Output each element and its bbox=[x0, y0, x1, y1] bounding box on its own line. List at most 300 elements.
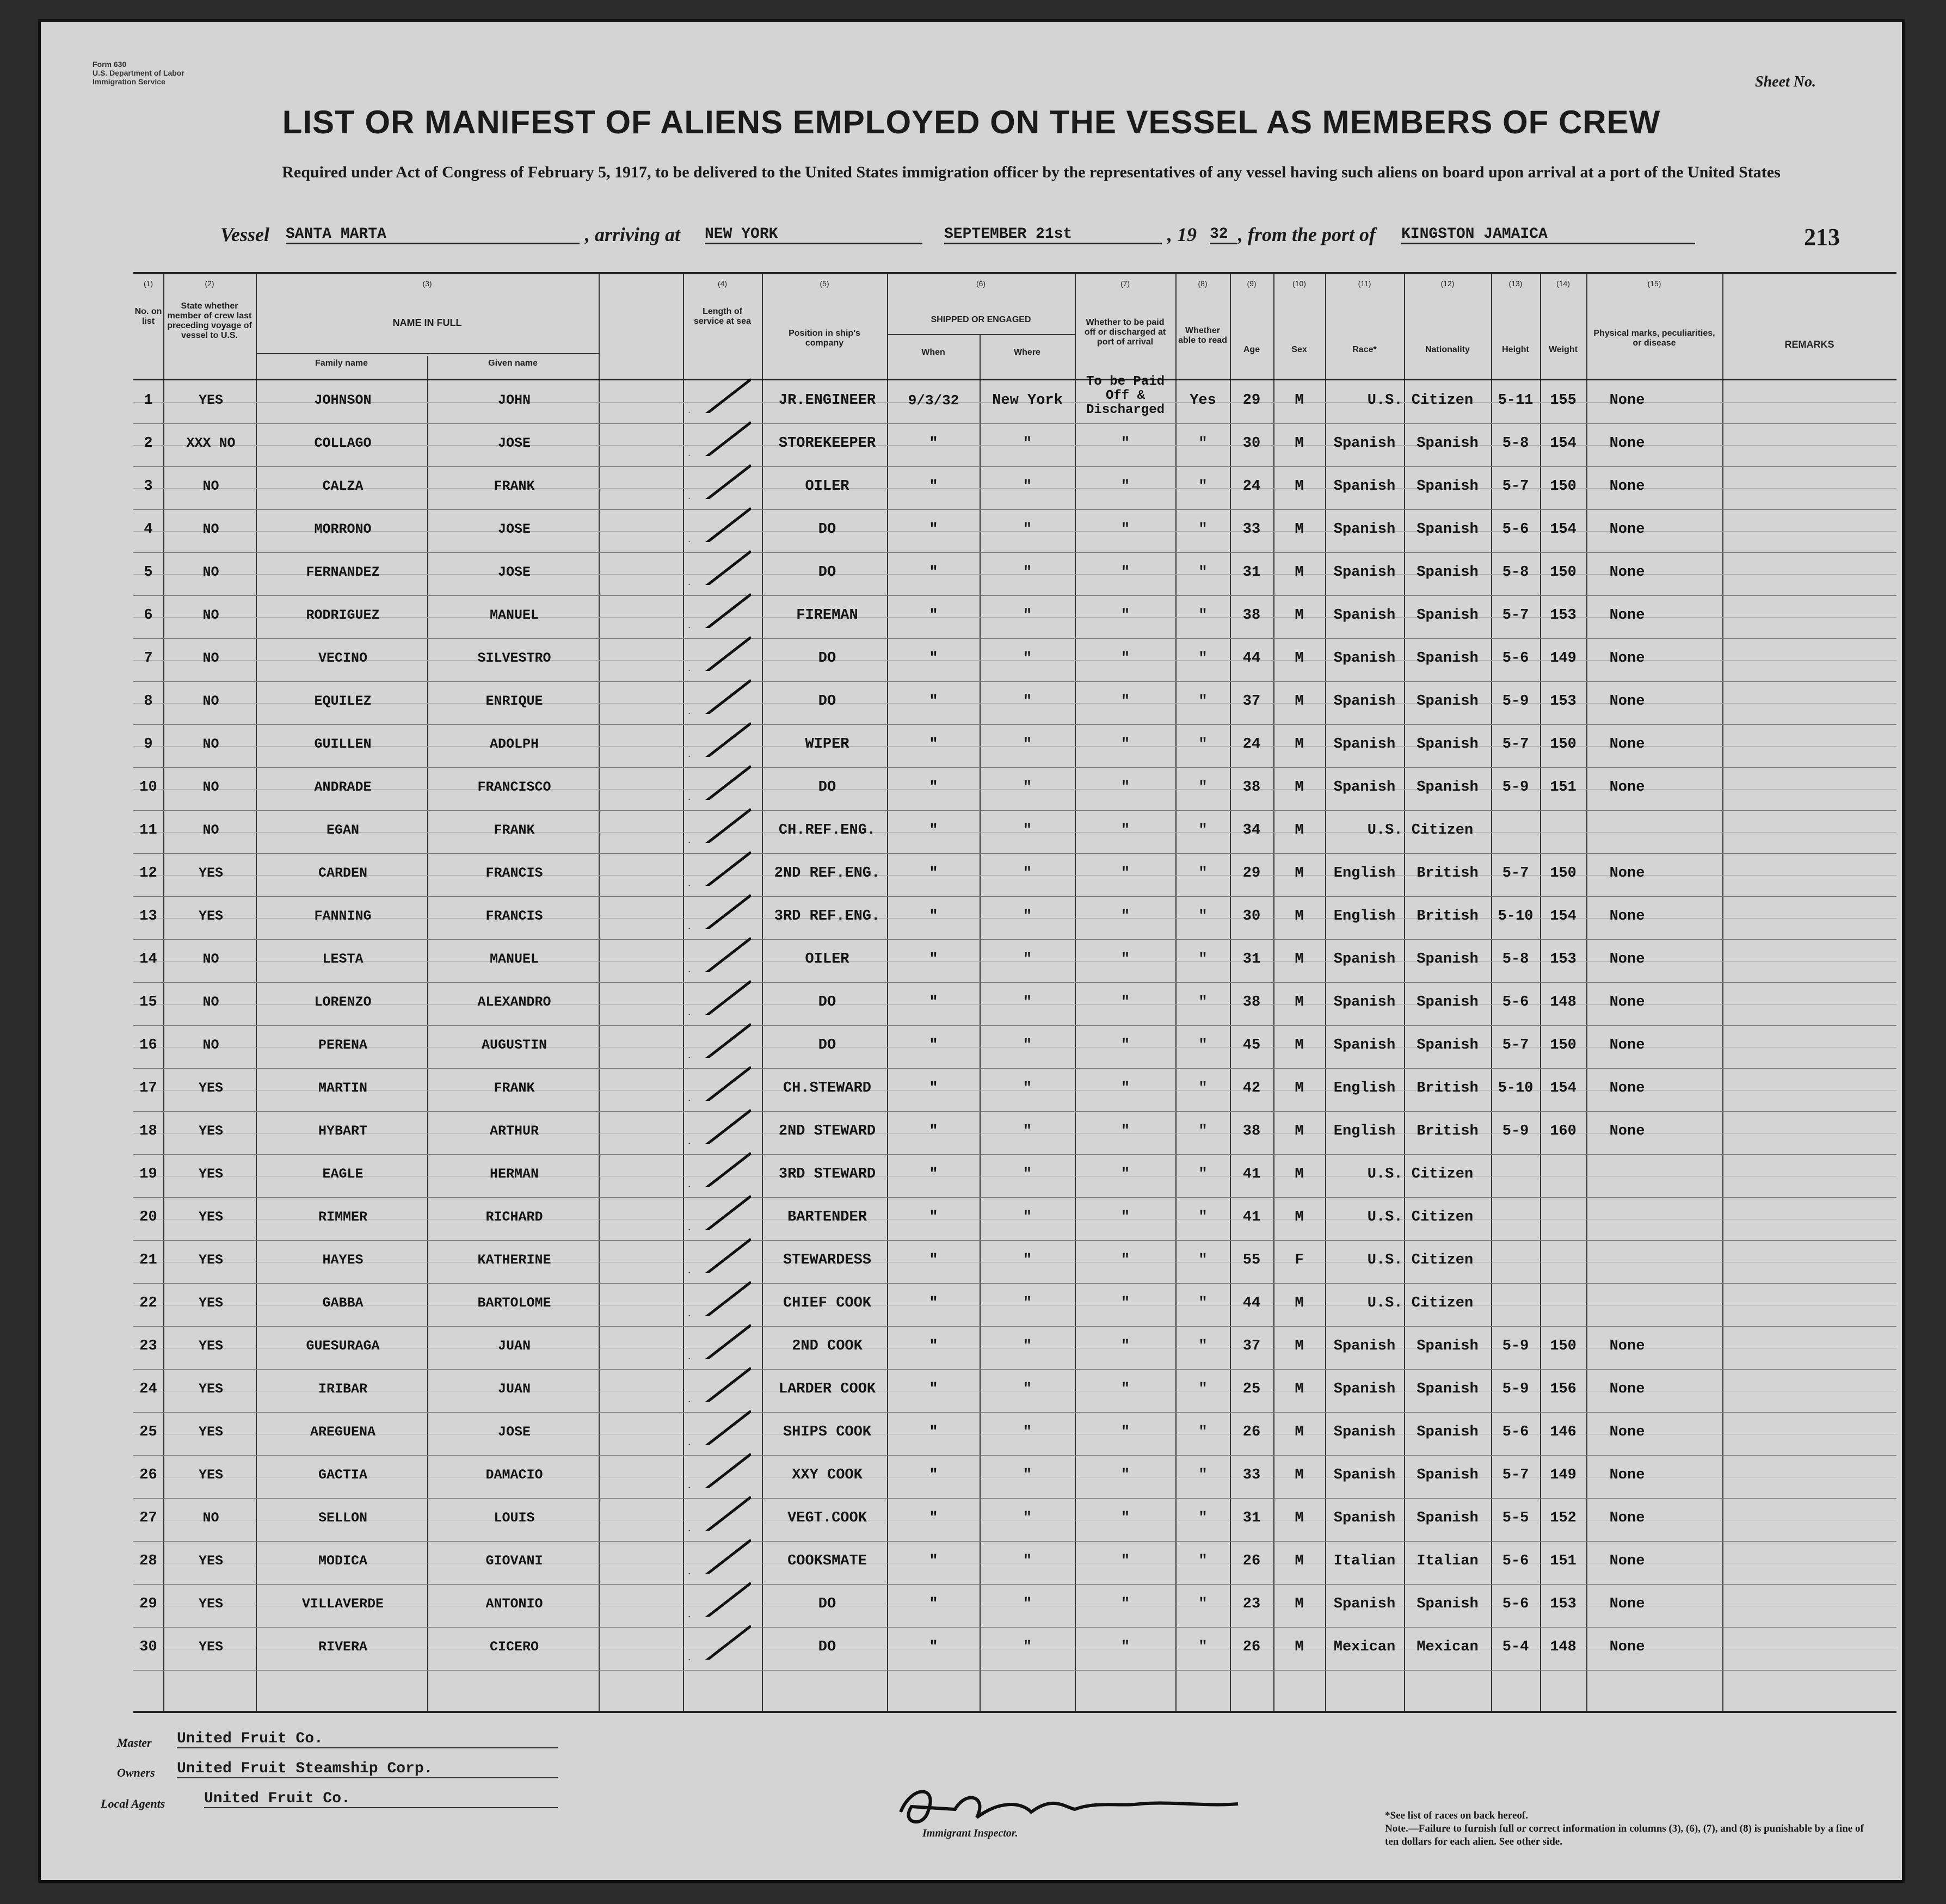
cell-no: 14 bbox=[139, 951, 157, 968]
cell-paid: " bbox=[1120, 822, 1130, 839]
cell-sex: M bbox=[1295, 1037, 1304, 1053]
service-check-mark bbox=[686, 762, 751, 800]
cell-when: " bbox=[929, 779, 938, 796]
cell-height: 5-8 bbox=[1502, 435, 1529, 452]
cell-no: 18 bbox=[139, 1123, 157, 1139]
cell-read: " bbox=[1198, 1338, 1208, 1354]
cell-height: 5-8 bbox=[1502, 951, 1529, 968]
cell-race: Spanish bbox=[1333, 1510, 1396, 1526]
cell-read: " bbox=[1198, 865, 1208, 882]
cell-read: " bbox=[1198, 693, 1208, 710]
cell-paid: " bbox=[1120, 435, 1130, 452]
year-prefix: , 19 bbox=[1167, 224, 1197, 245]
cell-family: MORRONO bbox=[314, 521, 372, 537]
cell-given: KATHERINE bbox=[477, 1252, 551, 1268]
cell-position: BARTENDER bbox=[787, 1209, 867, 1225]
col-header-read: Whether able to read bbox=[1178, 326, 1227, 345]
cell-when: " bbox=[929, 1381, 938, 1397]
cell-marks: None bbox=[1609, 865, 1645, 882]
cell-weight: 149 bbox=[1550, 1467, 1576, 1483]
cell-given: FRANK bbox=[494, 478, 535, 494]
cell-family: IRIBAR bbox=[318, 1381, 367, 1397]
cell-nationality: Spanish bbox=[1417, 564, 1479, 581]
cell-weight: 148 bbox=[1550, 994, 1576, 1010]
row-rule bbox=[133, 1627, 1896, 1628]
cell-weight: 154 bbox=[1550, 435, 1576, 452]
row-rule bbox=[133, 982, 1896, 983]
cell-prev: NO bbox=[202, 693, 219, 709]
cell-marks: None bbox=[1609, 564, 1645, 581]
cell-sex: M bbox=[1295, 1209, 1304, 1225]
row-rule bbox=[133, 853, 1896, 854]
cell-race: Spanish bbox=[1333, 1424, 1396, 1440]
cell-given: ALEXANDRO bbox=[477, 994, 551, 1010]
cell-read: " bbox=[1198, 1252, 1208, 1268]
cell-where: " bbox=[1023, 1338, 1032, 1354]
manifest-number: 213 bbox=[1804, 224, 1840, 250]
cell-when: " bbox=[929, 1166, 938, 1182]
cell-no: 5 bbox=[144, 564, 153, 581]
cell-marks: None bbox=[1609, 1037, 1645, 1053]
cell-read: " bbox=[1198, 1596, 1208, 1612]
cell-given: GIOVANI bbox=[485, 1553, 543, 1569]
header-rule bbox=[887, 334, 1075, 335]
local-agents-value: United Fruit Co. bbox=[204, 1790, 558, 1808]
service-check-mark bbox=[686, 1536, 751, 1574]
cell-age: 38 bbox=[1242, 607, 1261, 624]
cell-weight: 150 bbox=[1550, 1037, 1576, 1053]
cell-sex: F bbox=[1295, 1252, 1304, 1268]
service-check-mark bbox=[686, 1106, 751, 1144]
cell-prev: NO bbox=[202, 607, 219, 623]
cell-nationality: British bbox=[1417, 908, 1479, 925]
service-check-mark bbox=[686, 934, 751, 972]
cell-prev: YES bbox=[198, 1209, 223, 1225]
cell-weight: 160 bbox=[1550, 1123, 1576, 1139]
cell-given: HERMAN bbox=[489, 1166, 539, 1182]
cell-height: 5-7 bbox=[1502, 1037, 1529, 1053]
cell-position: 3RD REF.ENG. bbox=[774, 908, 880, 925]
cell-prev: NO bbox=[202, 521, 219, 537]
cell-prev: NO bbox=[202, 994, 219, 1010]
cell-paid: " bbox=[1120, 1467, 1130, 1483]
service-check-mark bbox=[686, 1407, 751, 1445]
cell-age: 45 bbox=[1242, 1037, 1261, 1053]
cell-nationality: Spanish bbox=[1417, 521, 1479, 538]
cell-paid: " bbox=[1120, 1381, 1130, 1397]
cell-given: LOUIS bbox=[494, 1510, 535, 1526]
cell-sex: M bbox=[1295, 1381, 1304, 1397]
cell-given: DAMACIO bbox=[485, 1467, 543, 1483]
cell-position: CH.REF.ENG. bbox=[778, 822, 876, 839]
cell-when: " bbox=[929, 521, 938, 538]
cell-family: LESTA bbox=[322, 951, 364, 967]
cell-sex: M bbox=[1295, 1553, 1304, 1569]
cell-prev: YES bbox=[198, 908, 223, 924]
cell-family: ANDRADE bbox=[314, 779, 372, 795]
col-header-physical-marks: Physical marks, peculiarities, or disease bbox=[1593, 329, 1715, 348]
cell-where: " bbox=[1023, 435, 1032, 452]
cell-given: JOSE bbox=[497, 564, 531, 580]
owners-value: United Fruit Steamship Corp. bbox=[177, 1760, 558, 1778]
cell-where: " bbox=[1023, 951, 1032, 968]
cell-nationality: Spanish bbox=[1417, 1424, 1479, 1440]
cell-when: " bbox=[929, 1639, 938, 1655]
cell-when: " bbox=[929, 1252, 938, 1268]
footnotes bbox=[1385, 1809, 1875, 1848]
cell-race: Spanish bbox=[1333, 564, 1396, 581]
cell-when: " bbox=[929, 1338, 938, 1354]
cell-marks: None bbox=[1609, 392, 1645, 409]
service-check-mark bbox=[686, 848, 751, 886]
cell-when: " bbox=[929, 564, 938, 581]
cell-family: CARDEN bbox=[318, 865, 367, 881]
cell-weight: 150 bbox=[1550, 564, 1576, 581]
cell-height: 5-7 bbox=[1502, 607, 1529, 624]
cell-read: " bbox=[1198, 564, 1208, 581]
col-header-race: Race* bbox=[1352, 345, 1377, 354]
row-rule bbox=[133, 1197, 1896, 1198]
cell-sex: M bbox=[1295, 607, 1304, 624]
document-subtitle: Required under Act of Congress of February 5, 1917, to be delivered to the United States immigration officer by the representatives of any vessel having such aliens on board upon arrival at a port of the United States bbox=[282, 163, 1781, 181]
row-rule bbox=[133, 595, 1896, 596]
cell-weight: 151 bbox=[1550, 779, 1576, 796]
cell-height: 5-7 bbox=[1502, 736, 1529, 753]
cell-marks: None bbox=[1609, 908, 1645, 925]
cell-nationality: U.S. Citizen bbox=[1367, 1209, 1474, 1225]
service-check-mark bbox=[686, 1579, 751, 1617]
row-rule bbox=[133, 466, 1896, 467]
cell-marks: None bbox=[1609, 1467, 1645, 1483]
cell-when: " bbox=[929, 1424, 938, 1440]
cell-position: FIREMAN bbox=[796, 607, 858, 624]
cell-nationality: British bbox=[1417, 1080, 1479, 1096]
cell-height: 5-6 bbox=[1502, 650, 1529, 667]
row-rule bbox=[133, 1541, 1896, 1542]
cell-race: Spanish bbox=[1333, 1381, 1396, 1397]
cell-prev: YES bbox=[198, 1467, 223, 1483]
cell-no: 1 bbox=[144, 392, 153, 409]
cell-sex: M bbox=[1295, 1123, 1304, 1139]
cell-when: " bbox=[929, 865, 938, 882]
service-check-mark bbox=[686, 676, 751, 714]
cell-position: CHIEF COOK bbox=[783, 1295, 872, 1311]
cell-where: " bbox=[1023, 1080, 1032, 1096]
cell-age: 24 bbox=[1242, 478, 1261, 495]
col-header-sex: Sex bbox=[1291, 345, 1307, 354]
cell-paid: " bbox=[1120, 1295, 1130, 1311]
cell-paid: " bbox=[1120, 650, 1130, 667]
cell-where: " bbox=[1023, 1252, 1032, 1268]
cell-where: " bbox=[1023, 564, 1032, 581]
cell-where: " bbox=[1023, 822, 1032, 839]
row-rule bbox=[133, 1326, 1896, 1327]
cell-paid: " bbox=[1120, 1209, 1130, 1225]
cell-paid: " bbox=[1120, 1424, 1130, 1440]
cell-no: 26 bbox=[139, 1467, 157, 1483]
cell-position: STEWARDESS bbox=[783, 1252, 872, 1268]
row-rule bbox=[133, 423, 1896, 424]
row-rule bbox=[133, 810, 1896, 811]
cell-position: DO bbox=[818, 521, 836, 538]
col-num-13: (13) bbox=[1508, 279, 1523, 288]
cell-height: 5-5 bbox=[1502, 1510, 1529, 1526]
cell-sex: M bbox=[1295, 1295, 1304, 1311]
cell-age: 44 bbox=[1242, 650, 1261, 667]
cell-sex: M bbox=[1295, 650, 1304, 667]
cell-when: " bbox=[929, 1123, 938, 1139]
cell-family: PERENA bbox=[318, 1037, 367, 1053]
cell-nationality: Spanish bbox=[1417, 736, 1479, 753]
cell-no: 10 bbox=[139, 779, 157, 796]
cell-sex: M bbox=[1295, 908, 1304, 925]
cell-marks: None bbox=[1609, 736, 1645, 753]
cell-marks: None bbox=[1609, 1080, 1645, 1096]
cell-sex: M bbox=[1295, 1510, 1304, 1526]
cell-read: " bbox=[1198, 1295, 1208, 1311]
cell-age: 24 bbox=[1242, 736, 1261, 753]
cell-given: BARTOLOME bbox=[477, 1295, 551, 1311]
cell-no: 17 bbox=[139, 1080, 157, 1096]
col-header-shipped: SHIPPED OR ENGAGED bbox=[931, 315, 1031, 324]
cell-family: LORENZO bbox=[314, 994, 372, 1010]
cell-where: " bbox=[1023, 1166, 1032, 1182]
cell-race: English bbox=[1333, 908, 1396, 925]
cell-prev: NO bbox=[202, 1510, 219, 1526]
vessel-name: SANTA MARTA bbox=[286, 226, 580, 244]
cell-given: ANTONIO bbox=[485, 1596, 543, 1612]
cell-given: JOHN bbox=[497, 392, 531, 408]
cell-height: 5-10 bbox=[1498, 1080, 1534, 1096]
cell-height: 5-6 bbox=[1502, 521, 1529, 538]
form-corner-note: Form 630 U.S. Department of Labor Immigration Service bbox=[93, 60, 184, 86]
cell-no: 19 bbox=[139, 1166, 157, 1182]
cell-marks: None bbox=[1609, 435, 1645, 452]
cell-marks: None bbox=[1609, 1338, 1645, 1354]
cell-no: 8 bbox=[144, 693, 153, 710]
cell-age: 31 bbox=[1242, 1510, 1261, 1526]
col-header-when: When bbox=[921, 348, 945, 357]
cell-no: 12 bbox=[139, 865, 157, 882]
cell-position: 3RD STEWARD bbox=[778, 1166, 876, 1182]
manifest-sheet bbox=[38, 19, 1905, 1883]
cell-given: RICHARD bbox=[485, 1209, 543, 1225]
row-rule bbox=[133, 1670, 1896, 1671]
col-header-service: Length of service at sea bbox=[694, 307, 751, 326]
cell-prev: YES bbox=[198, 1424, 223, 1440]
row-rule bbox=[133, 638, 1896, 639]
service-check-mark bbox=[686, 1149, 751, 1187]
cell-family: RIMMER bbox=[318, 1209, 367, 1225]
cell-height: 5-10 bbox=[1498, 908, 1534, 925]
cell-weight: 152 bbox=[1550, 1510, 1576, 1526]
col-header-no: No. on list bbox=[134, 307, 162, 326]
cell-prev: NO bbox=[202, 564, 219, 580]
cell-given: AUGUSTIN bbox=[481, 1037, 547, 1053]
cell-read: " bbox=[1198, 1639, 1208, 1655]
cell-paid: " bbox=[1120, 478, 1130, 495]
cell-age: 26 bbox=[1242, 1424, 1261, 1440]
cell-read: " bbox=[1198, 994, 1208, 1010]
cell-position: COOKSMATE bbox=[787, 1553, 867, 1569]
cell-height: 5-9 bbox=[1502, 779, 1529, 796]
cell-where: " bbox=[1023, 1295, 1032, 1311]
cell-nationality: Spanish bbox=[1417, 1510, 1479, 1526]
cell-no: 16 bbox=[139, 1037, 157, 1053]
cell-weight: 154 bbox=[1550, 1080, 1576, 1096]
col-num-1: (1) bbox=[143, 279, 153, 288]
cell-read: " bbox=[1198, 1424, 1208, 1440]
cell-prev: YES bbox=[198, 1166, 223, 1182]
cell-position: LARDER COOK bbox=[778, 1381, 876, 1397]
cell-nationality: U.S. Citizen bbox=[1367, 822, 1474, 839]
cell-no: 22 bbox=[139, 1295, 157, 1311]
cell-given: FRANCIS bbox=[485, 908, 543, 924]
cell-nationality: Italian bbox=[1417, 1553, 1479, 1569]
cell-weight: 155 bbox=[1550, 392, 1576, 409]
cell-read: " bbox=[1198, 1123, 1208, 1139]
cell-age: 34 bbox=[1242, 822, 1261, 839]
cell-nationality: British bbox=[1417, 865, 1479, 882]
cell-marks: None bbox=[1609, 1553, 1645, 1569]
col-header-where: Where bbox=[1014, 348, 1040, 357]
cell-weight: 154 bbox=[1550, 521, 1576, 538]
cell-where: " bbox=[1023, 1467, 1032, 1483]
row-rule bbox=[133, 1412, 1896, 1413]
cell-prev: YES bbox=[198, 392, 223, 408]
cell-family: SELLON bbox=[318, 1510, 367, 1526]
cell-race: Spanish bbox=[1333, 1596, 1396, 1612]
note-penalty: Note.—Failure to furnish full or correct information in columns (3), (6), (7), and (8) is punishable by a fine of ten dollars for each alien. See other side. bbox=[1385, 1823, 1864, 1847]
cell-race: Spanish bbox=[1333, 736, 1396, 753]
year-value: 32 bbox=[1210, 226, 1237, 244]
cell-no: 2 bbox=[144, 435, 153, 452]
cell-where: " bbox=[1023, 1424, 1032, 1440]
cell-given: FRANK bbox=[494, 1080, 535, 1096]
column-rule bbox=[683, 274, 684, 1711]
cell-family: GUESURAGA bbox=[306, 1338, 380, 1354]
cell-no: 25 bbox=[139, 1424, 157, 1440]
cell-age: 29 bbox=[1242, 392, 1261, 409]
cell-given: JUAN bbox=[497, 1381, 531, 1397]
cell-race: Spanish bbox=[1333, 650, 1396, 667]
cell-race: Italian bbox=[1333, 1553, 1396, 1569]
cell-race: Spanish bbox=[1333, 435, 1396, 452]
cell-where: " bbox=[1023, 1553, 1032, 1569]
cell-where: " bbox=[1023, 1639, 1032, 1655]
cell-given: ADOLPH bbox=[489, 736, 539, 752]
cell-no: 30 bbox=[139, 1639, 157, 1655]
service-check-mark bbox=[686, 590, 751, 628]
cell-paid: " bbox=[1120, 865, 1130, 882]
cell-family: AREGUENA bbox=[310, 1424, 376, 1440]
cell-weight: 156 bbox=[1550, 1381, 1576, 1397]
cell-age: 25 bbox=[1242, 1381, 1261, 1397]
document-title: LIST OR MANIFEST OF ALIENS EMPLOYED ON THE VESSEL AS MEMBERS OF CREW bbox=[282, 104, 1661, 140]
service-check-mark bbox=[686, 633, 751, 671]
cell-family: FANNING bbox=[314, 908, 372, 924]
row-rule bbox=[133, 767, 1896, 768]
cell-family: HYBART bbox=[318, 1123, 367, 1139]
cell-where: " bbox=[1023, 650, 1032, 667]
row-rule bbox=[133, 939, 1896, 940]
cell-race: Spanish bbox=[1333, 951, 1396, 968]
vessel-label: Vessel bbox=[220, 224, 269, 245]
column-rule bbox=[163, 274, 164, 1711]
cell-read: " bbox=[1198, 435, 1208, 452]
cell-read: " bbox=[1198, 1209, 1208, 1225]
cell-race: English bbox=[1333, 865, 1396, 882]
cell-read: Yes bbox=[1190, 392, 1216, 409]
cell-age: 38 bbox=[1242, 779, 1261, 796]
cell-given: ARTHUR bbox=[489, 1123, 539, 1139]
cell-read: " bbox=[1198, 1037, 1208, 1053]
cell-sex: M bbox=[1295, 1596, 1304, 1612]
cell-read: " bbox=[1198, 908, 1208, 925]
header-rule bbox=[256, 353, 599, 354]
cell-no: 21 bbox=[139, 1252, 157, 1268]
cell-position: CH.STEWARD bbox=[783, 1080, 872, 1096]
col-header-age: Age bbox=[1243, 345, 1260, 354]
from-port-label: , from the port of bbox=[1238, 224, 1376, 245]
col-num-2: (2) bbox=[205, 279, 214, 288]
cell-height: 5-4 bbox=[1502, 1639, 1529, 1655]
cell-given: JOSE bbox=[497, 435, 531, 451]
cell-nationality: Spanish bbox=[1417, 478, 1479, 495]
cell-when: " bbox=[929, 951, 938, 968]
column-rule bbox=[427, 356, 428, 1711]
cell-no: 24 bbox=[139, 1381, 157, 1397]
cell-age: 23 bbox=[1242, 1596, 1261, 1612]
cell-prev: NO bbox=[202, 951, 219, 967]
inspector-label: Immigrant Inspector. bbox=[922, 1827, 1018, 1839]
cell-given: JOSE bbox=[497, 1424, 531, 1440]
cell-paid: " bbox=[1120, 693, 1130, 710]
cell-position: DO bbox=[818, 994, 836, 1010]
cell-prev: YES bbox=[198, 865, 223, 881]
cell-marks: None bbox=[1609, 478, 1645, 495]
cell-sex: M bbox=[1295, 736, 1304, 753]
cell-weight: 148 bbox=[1550, 1639, 1576, 1655]
sheet-number-label: Sheet No. bbox=[1755, 73, 1816, 90]
cell-nationality: Spanish bbox=[1417, 1338, 1479, 1354]
cell-paid: " bbox=[1120, 1510, 1130, 1526]
cell-sex: M bbox=[1295, 435, 1304, 452]
cell-no: 3 bbox=[144, 478, 153, 495]
cell-no: 29 bbox=[139, 1596, 157, 1612]
cell-race: English bbox=[1333, 1080, 1396, 1096]
cell-where: " bbox=[1023, 1209, 1032, 1225]
cell-height: 5-9 bbox=[1502, 1381, 1529, 1397]
cell-given: CICERO bbox=[489, 1639, 539, 1655]
cell-position: 2ND COOK bbox=[792, 1338, 863, 1354]
arriving-label: , arriving at bbox=[585, 224, 681, 245]
cell-race: Spanish bbox=[1333, 779, 1396, 796]
cell-height: 5-6 bbox=[1502, 1596, 1529, 1612]
cell-position: OILER bbox=[805, 478, 849, 495]
col-num-3: (3) bbox=[422, 279, 432, 288]
cell-no: 28 bbox=[139, 1553, 157, 1569]
cell-family: MARTIN bbox=[318, 1080, 367, 1096]
cell-prev: YES bbox=[198, 1381, 223, 1397]
cell-prev: NO bbox=[202, 736, 219, 752]
cell-paid: " bbox=[1120, 1080, 1130, 1096]
row-rule bbox=[133, 1111, 1896, 1112]
cell-weight: 150 bbox=[1550, 865, 1576, 882]
cell-family: RODRIGUEZ bbox=[306, 607, 380, 623]
cell-weight: 153 bbox=[1550, 693, 1576, 710]
col-header-height: Height bbox=[1502, 345, 1529, 354]
